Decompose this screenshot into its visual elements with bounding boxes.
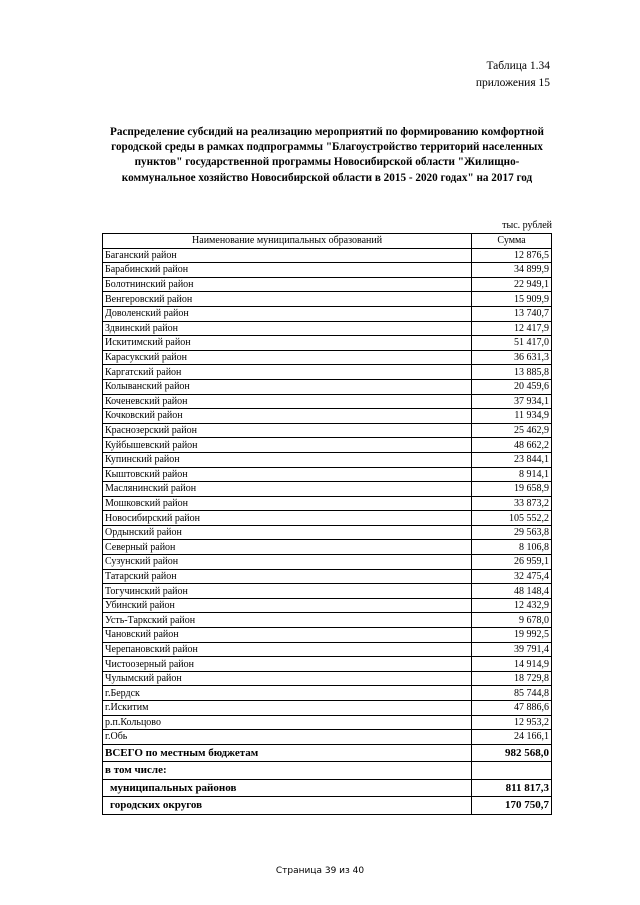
municipality-name: Краснозерский район (103, 423, 472, 438)
table-row (103, 336, 552, 351)
table-row (103, 598, 552, 613)
subsidy-sum: 34 899,9 (472, 263, 552, 278)
table-row (103, 248, 552, 263)
subsidy-sum: 33 873,2 (472, 496, 552, 511)
municipality-name: Чановский район (103, 628, 472, 643)
table-row (103, 730, 552, 745)
table-body (103, 248, 552, 814)
subsidy-sum: 51 417,0 (472, 336, 552, 351)
table-row (103, 671, 552, 686)
subsidy-sum: 12 953,2 (472, 715, 552, 730)
subsidy-sum: 25 462,9 (472, 423, 552, 438)
units-label: тыс. рублей (502, 220, 552, 231)
subsidy-sum: 14 914,9 (472, 657, 552, 672)
subsidy-sum: 105 552,2 (472, 511, 552, 526)
municipality-name: Черепановский район (103, 642, 472, 657)
subsidy-sum: 12 876,5 (472, 248, 552, 263)
table-row (103, 511, 552, 526)
municipality-name: Тогучинский район (103, 584, 472, 599)
subsidy-sum: 15 909,9 (472, 292, 552, 307)
table-header-row (103, 234, 552, 249)
subsidy-sum: 13 885,8 (472, 365, 552, 380)
municipality-name: Карасукский район (103, 350, 472, 365)
subsidy-sum: 85 744,8 (472, 686, 552, 701)
municipality-name: Купинский район (103, 452, 472, 467)
municipality-name: г.Бердск (103, 686, 472, 701)
subsidy-sum: 12 432,9 (472, 598, 552, 613)
municipality-name: Здвинский район (103, 321, 472, 336)
subsidy-sum: 23 844,1 (472, 452, 552, 467)
municipality-name: Каргатский район (103, 365, 472, 380)
table-reference: Таблица 1.34 (486, 60, 550, 72)
municipality-name: Сузунский район (103, 555, 472, 570)
municipality-name: Убинский район (103, 598, 472, 613)
table-row (103, 686, 552, 701)
municipality-name: Колыванский район (103, 379, 472, 394)
municipality-name: городских округов (103, 797, 472, 815)
subsidy-sum: 48 148,4 (472, 584, 552, 599)
subsidy-sum: 36 631,3 (472, 350, 552, 365)
subsidy-sum: 24 166,1 (472, 730, 552, 745)
table-row (103, 277, 552, 292)
municipality-name: Татарский район (103, 569, 472, 584)
subsidy-sum: 13 740,7 (472, 306, 552, 321)
table-row (103, 379, 552, 394)
subsidy-sum: 26 959,1 (472, 555, 552, 570)
subsidy-sum: 37 934,1 (472, 394, 552, 409)
table-row (103, 525, 552, 540)
table-row (103, 467, 552, 482)
subtotal-row (103, 779, 552, 797)
subsidy-sum: 47 886,6 (472, 701, 552, 716)
subsidy-sum: 39 791,4 (472, 642, 552, 657)
column-header-sum: Сумма (472, 234, 552, 249)
subsidy-table (102, 233, 552, 815)
subsidy-sum: 8 914,1 (472, 467, 552, 482)
municipality-name: Ордынский район (103, 525, 472, 540)
subsidy-sum: 170 750,7 (472, 797, 552, 815)
subsidy-sum: 811 817,3 (472, 779, 552, 797)
subsidy-sum: 12 417,9 (472, 321, 552, 336)
subsidy-sum: 32 475,4 (472, 569, 552, 584)
table-row (103, 540, 552, 555)
subsidy-sum: 19 992,5 (472, 628, 552, 643)
municipality-name: Мошковский район (103, 496, 472, 511)
table-row (103, 306, 552, 321)
page-number: Страница 39 из 40 (275, 866, 365, 876)
table-row (103, 263, 552, 278)
table-row (103, 482, 552, 497)
municipality-name: Кочковский район (103, 409, 472, 424)
subsidy-sum: 8 106,8 (472, 540, 552, 555)
subsidy-sum: 48 662,2 (472, 438, 552, 453)
subsidy-sum: 982 568,0 (472, 744, 552, 762)
column-header-name: Наименование муниципальных образований (103, 234, 472, 249)
table-row (103, 321, 552, 336)
including-row (103, 762, 552, 780)
municipality-name: Северный район (103, 540, 472, 555)
municipality-name: ВСЕГО по местным бюджетам (103, 744, 472, 762)
total-row (103, 744, 552, 762)
table-row (103, 452, 552, 467)
table-row (103, 365, 552, 380)
subsidy-sum: 20 459,6 (472, 379, 552, 394)
table-row (103, 613, 552, 628)
municipality-name: Усть-Таркский район (103, 613, 472, 628)
municipality-name: г.Обь (103, 730, 472, 745)
municipality-name: Барабинский район (103, 263, 472, 278)
table-row (103, 423, 552, 438)
subsidy-sum: 11 934,9 (472, 409, 552, 424)
appendix-reference: приложения 15 (475, 77, 550, 89)
table-row (103, 584, 552, 599)
table-row (103, 642, 552, 657)
table-row (103, 701, 552, 716)
subsidy-sum: 22 949,1 (472, 277, 552, 292)
table-row (103, 715, 552, 730)
municipality-name: Кыштовский район (103, 467, 472, 482)
subsidy-sum: 19 658,9 (472, 482, 552, 497)
municipality-name: Новосибирский район (103, 511, 472, 526)
subsidy-sum: 18 729,8 (472, 671, 552, 686)
subtotal-row (103, 797, 552, 815)
municipality-name: Баганский район (103, 248, 472, 263)
table-row (103, 409, 552, 424)
subsidy-sum: 9 678,0 (472, 613, 552, 628)
municipality-name: Маслянинский район (103, 482, 472, 497)
subsidy-sum: 29 563,8 (472, 525, 552, 540)
table-row (103, 350, 552, 365)
table-row (103, 394, 552, 409)
table-row (103, 292, 552, 307)
subsidy-sum (472, 762, 552, 780)
municipality-name: Куйбышевский район (103, 438, 472, 453)
municipality-name: Коченевский район (103, 394, 472, 409)
table-row (103, 657, 552, 672)
municipality-name: в том числе: (103, 762, 472, 780)
municipality-name: г.Искитим (103, 701, 472, 716)
municipality-name: Чистоозерный район (103, 657, 472, 672)
table-row (103, 628, 552, 643)
municipality-name: р.п.Кольцово (103, 715, 472, 730)
municipality-name: Доволенский район (103, 306, 472, 321)
municipality-name: муниципальных районов (103, 779, 472, 797)
municipality-name: Чулымский район (103, 671, 472, 686)
municipality-name: Искитимский район (103, 336, 472, 351)
document-title: Распределение субсидий на реализацию мероприятий по формированию комфортной городской среды в рамках подпрограммы "Благоустройство территорий населенных пунктов" государственной программы Новосибирской области "Жилищно-коммунальное хозяйство Новосибирской области в 2015 - 2020 годах" на 2017 год (110, 126, 544, 184)
table-row (103, 555, 552, 570)
municipality-name: Болотнинский район (103, 277, 472, 292)
table-row (103, 438, 552, 453)
table-row (103, 496, 552, 511)
municipality-name: Венгеровский район (103, 292, 472, 307)
table-row (103, 569, 552, 584)
